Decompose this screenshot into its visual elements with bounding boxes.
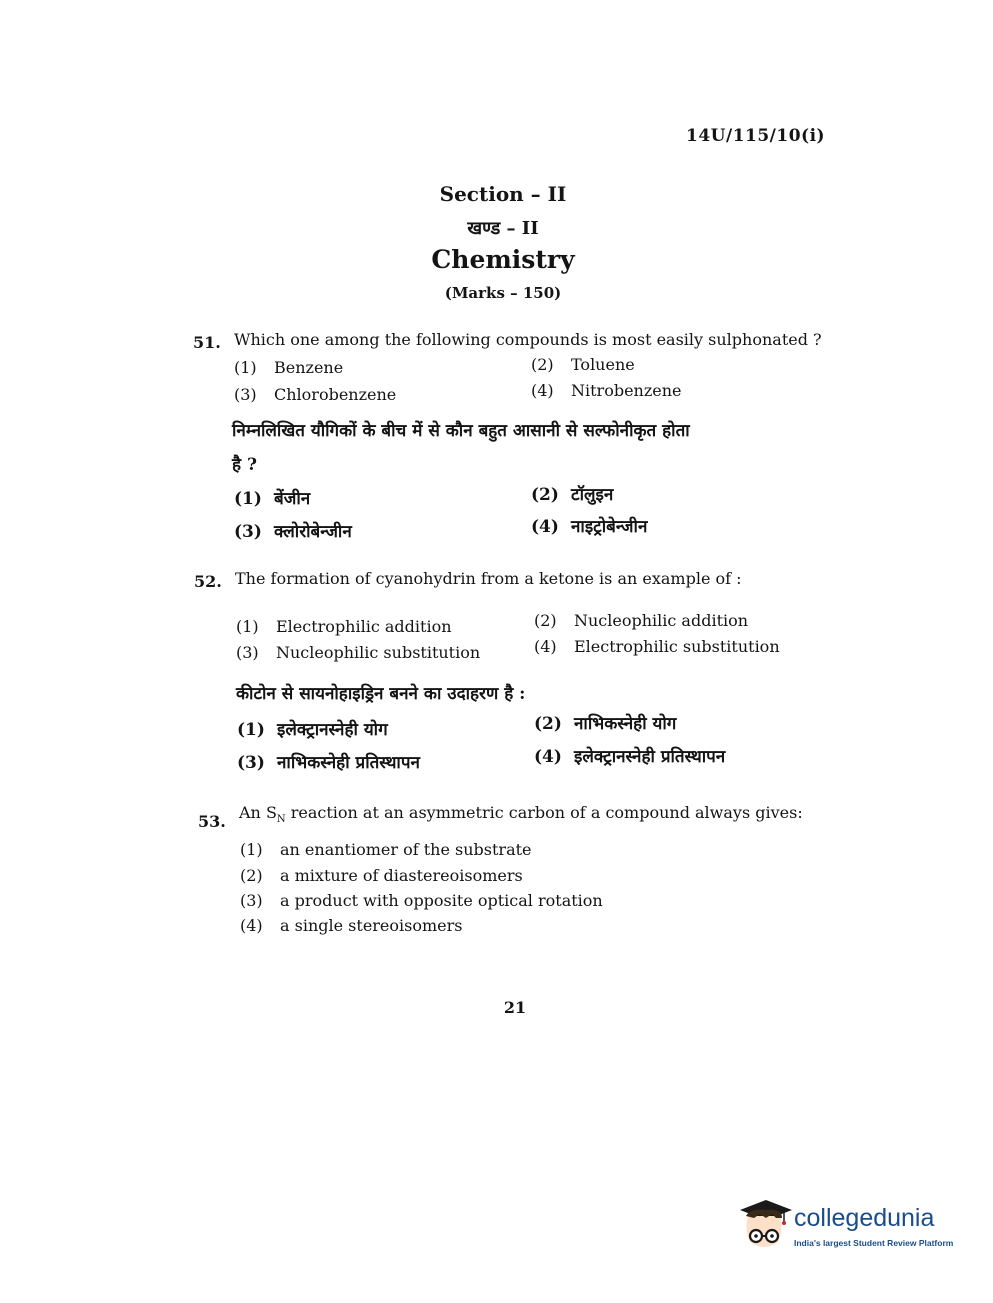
- option-4: [534, 637, 780, 656]
- option-3: [240, 891, 603, 910]
- graduate-mascot-icon: [736, 1196, 794, 1260]
- option-text: टॉलुइन: [571, 485, 614, 505]
- hindi-option-2: [531, 482, 613, 505]
- question-text: Which one among the following compounds is most easily sulphonated ?: [234, 330, 822, 349]
- option-number: (4): [534, 747, 562, 767]
- option-2: [240, 866, 523, 885]
- option-number: (2): [534, 714, 562, 734]
- question-text-hindi: निम्नलिखित यौगिकों के बीच में से कौन बहुत आसानी से सल्फोनीकृत होता: [232, 421, 690, 441]
- hindi-option-3: [237, 750, 420, 773]
- question-text-start: An S: [239, 803, 277, 822]
- option-text: इलेक्ट्रानस्नेही योग: [277, 720, 388, 740]
- option-number: (1): [236, 617, 259, 636]
- question-text: [239, 803, 803, 825]
- option-1: [236, 617, 452, 636]
- option-2: [534, 611, 748, 630]
- logo-wordmark: collegedunia: [794, 1204, 935, 1232]
- question-text-hindi: कीटोन से सायनोहाइड्रिन बनने का उदाहरण है :: [236, 684, 526, 704]
- option-text: Electrophilic addition: [276, 617, 452, 636]
- option-text: नाभिकस्नेही योग: [574, 714, 677, 734]
- hindi-option-4: [531, 514, 647, 537]
- option-1: [240, 840, 532, 859]
- option-number: (2): [531, 485, 559, 505]
- option-number: (3): [240, 891, 263, 910]
- option-text: an enantiomer of the substrate: [280, 840, 532, 859]
- option-number: (3): [234, 522, 262, 542]
- section-title-hindi: खण्ड – II: [467, 218, 539, 239]
- subject-title: Chemistry: [431, 245, 575, 274]
- option-text: Benzene: [274, 358, 344, 377]
- option-text: नाभिकस्नेही प्रतिस्थापन: [277, 753, 420, 773]
- option-2: [531, 355, 635, 374]
- option-4: [531, 381, 682, 400]
- option-number: (1): [240, 840, 263, 859]
- option-text: a single stereoisomers: [280, 916, 463, 935]
- option-text: Toluene: [571, 355, 635, 374]
- option-text: a product with opposite optical rotation: [280, 891, 603, 910]
- paper-code: 14U/115/10(i): [686, 126, 826, 146]
- option-text: Nucleophilic addition: [574, 611, 749, 630]
- question-text-hindi-cont: है ?: [232, 455, 257, 475]
- subscript: N: [276, 814, 286, 826]
- hindi-option-3: [234, 519, 352, 542]
- option-number: (2): [240, 866, 263, 885]
- option-text: क्लोरोबेन्जीन: [274, 522, 352, 542]
- collegedunia-logo: [736, 1196, 966, 1260]
- option-number: (1): [237, 720, 265, 740]
- hindi-option-1: [237, 717, 388, 740]
- option-text: Electrophilic substitution: [574, 637, 780, 656]
- option-1: [234, 358, 343, 377]
- option-number: (1): [234, 358, 257, 377]
- option-number: (4): [531, 517, 559, 537]
- option-number: (2): [531, 355, 554, 374]
- page-number: 21: [503, 998, 527, 1017]
- question-number: 51.: [193, 333, 221, 352]
- option-text: इलेक्ट्रानस्नेही प्रतिस्थापन: [574, 747, 726, 767]
- option-number: (4): [531, 381, 554, 400]
- option-number: (4): [240, 916, 263, 935]
- option-text: बेंजीन: [274, 489, 311, 509]
- option-3: [234, 385, 396, 404]
- option-text: Nitrobenzene: [571, 381, 682, 400]
- option-number: (3): [237, 753, 265, 773]
- hindi-option-4: [534, 744, 725, 767]
- hindi-option-1: [234, 486, 310, 509]
- section-title: Section – II: [439, 182, 567, 206]
- option-text: Nucleophilic substitution: [276, 643, 481, 662]
- option-number: (4): [534, 637, 557, 656]
- option-number: (3): [236, 643, 259, 662]
- option-3: [236, 643, 480, 662]
- hindi-option-2: [534, 711, 676, 734]
- question-text-end: reaction at an asymmetric carbon of a compound always gives:: [285, 803, 803, 822]
- option-text: a mixture of diastereoisomers: [280, 866, 523, 885]
- option-number: (3): [234, 385, 257, 404]
- option-number: (1): [234, 489, 262, 509]
- option-text: नाइट्रोबेन्जीन: [571, 517, 648, 537]
- question-number: 53.: [198, 812, 226, 831]
- marks-label: (Marks – 150): [444, 284, 562, 302]
- question-text: The formation of cyanohydrin from a ketone is an example of :: [235, 569, 742, 588]
- logo-tagline: India's largest Student Review Platform: [794, 1238, 954, 1248]
- option-4: [240, 916, 463, 935]
- option-text: Chlorobenzene: [274, 385, 397, 404]
- option-number: (2): [534, 611, 557, 630]
- question-number: 52.: [194, 572, 222, 591]
